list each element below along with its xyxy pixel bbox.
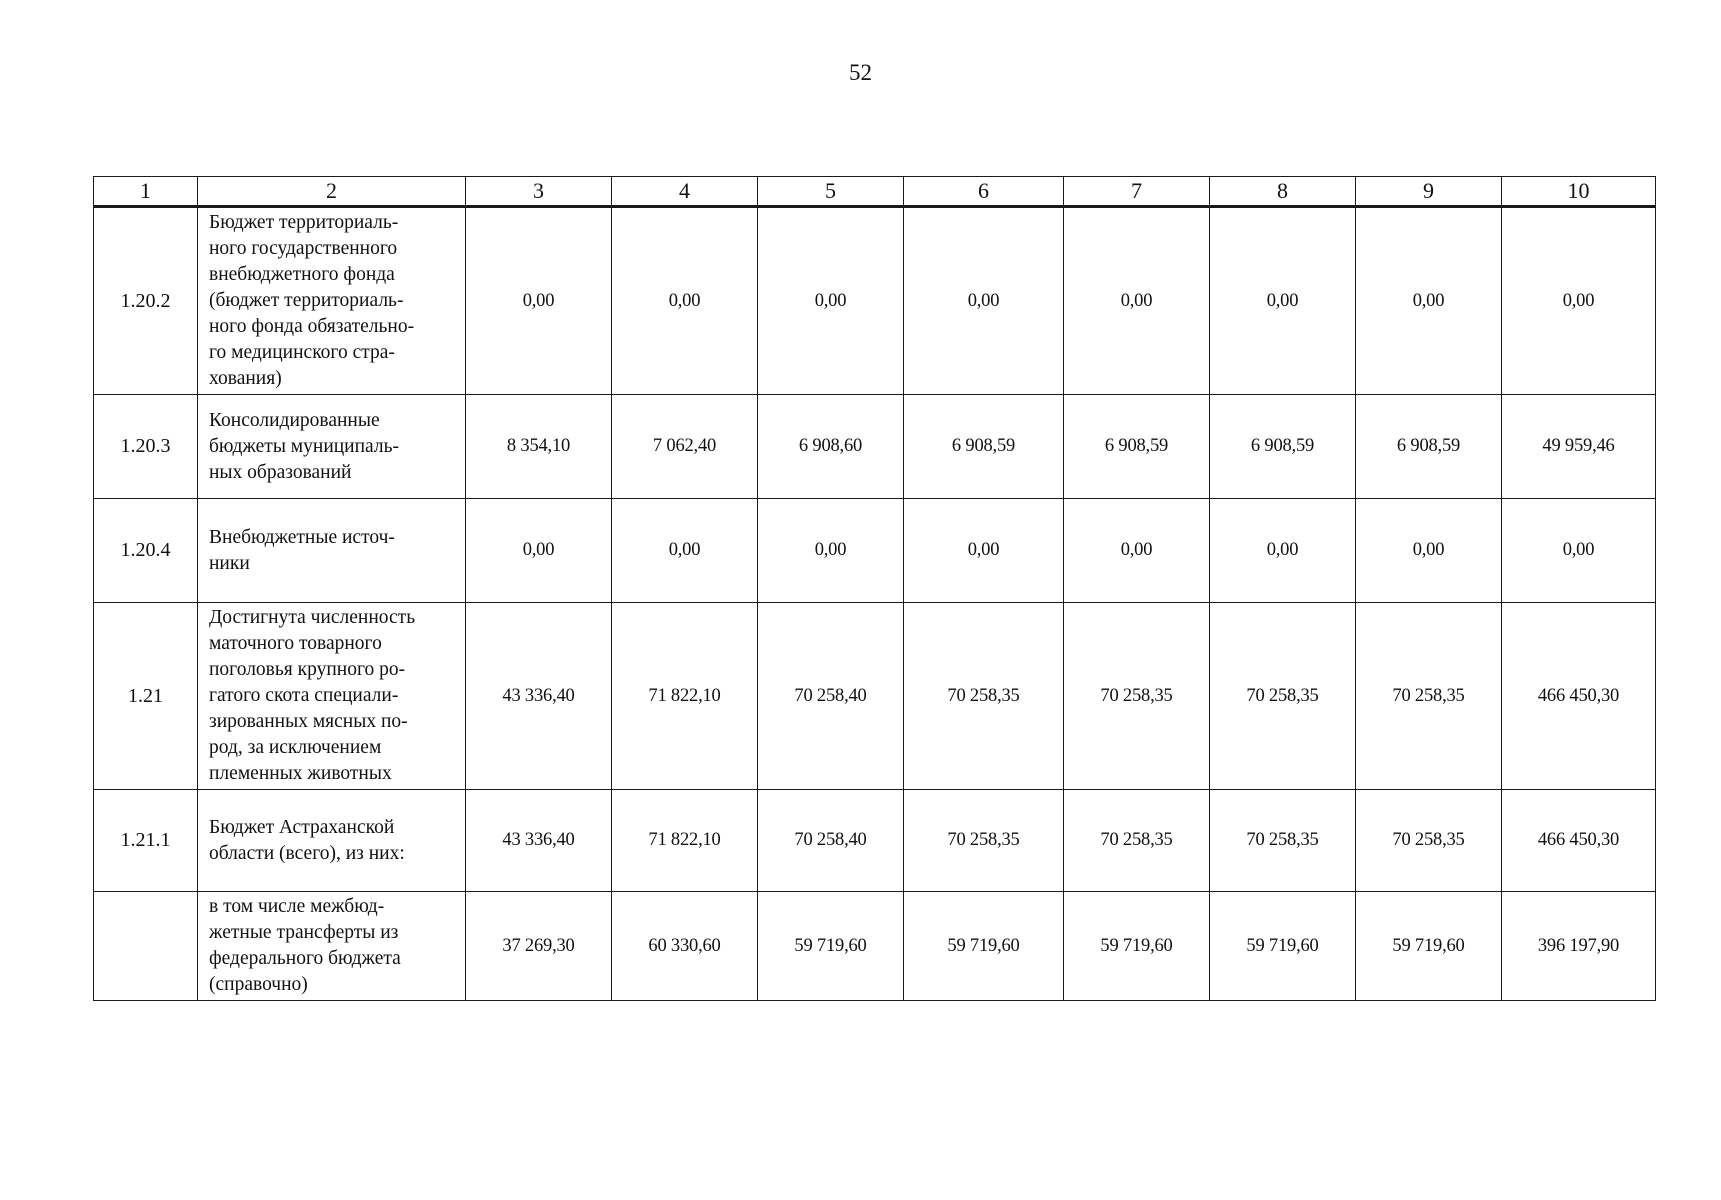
value-cell: 70 258,35: [1210, 790, 1356, 892]
value-cell: 7 062,40: [612, 395, 758, 499]
row-code: 1.21.1: [94, 790, 198, 892]
value-cell: 6 908,59: [904, 395, 1064, 499]
value-cell: 70 258,40: [758, 790, 904, 892]
value-cell: 6 908,59: [1356, 395, 1502, 499]
budget-table: [93, 176, 1656, 1001]
column-header: 2: [198, 177, 466, 207]
value-cell: 6 908,59: [1064, 395, 1210, 499]
value-cell: 49 959,46: [1502, 395, 1656, 499]
table-row: [94, 603, 1656, 790]
table-row: [94, 892, 1656, 1001]
column-header: 3: [466, 177, 612, 207]
value-cell: 8 354,10: [466, 395, 612, 499]
value-cell: 70 258,35: [1356, 790, 1502, 892]
column-header: 10: [1502, 177, 1656, 207]
value-cell: 59 719,60: [904, 892, 1064, 1001]
value-cell: 0,00: [1356, 499, 1502, 603]
row-code: 1.20.4: [94, 499, 198, 603]
value-cell: 59 719,60: [1210, 892, 1356, 1001]
value-cell: 71 822,10: [612, 790, 758, 892]
value-cell: 59 719,60: [1356, 892, 1502, 1001]
value-cell: 0,00: [612, 499, 758, 603]
value-cell: 0,00: [1064, 207, 1210, 395]
value-cell: 0,00: [1356, 207, 1502, 395]
value-cell: 70 258,35: [1064, 603, 1210, 790]
value-cell: 43 336,40: [466, 790, 612, 892]
value-cell: 0,00: [758, 207, 904, 395]
value-cell: 70 258,35: [904, 790, 1064, 892]
value-cell: 466 450,30: [1502, 603, 1656, 790]
table-row: [94, 790, 1656, 892]
column-header: 8: [1210, 177, 1356, 207]
value-cell: 466 450,30: [1502, 790, 1656, 892]
value-cell: 0,00: [1502, 207, 1656, 395]
column-number-row: [94, 177, 1656, 207]
value-cell: 70 258,35: [1210, 603, 1356, 790]
column-header: 4: [612, 177, 758, 207]
row-name: Внебюджетные источ- ники: [198, 499, 466, 603]
column-header: 6: [904, 177, 1064, 207]
row-name: Бюджет Астраханской области (всего), из них:: [198, 790, 466, 892]
value-cell: 0,00: [466, 207, 612, 395]
value-cell: 0,00: [1210, 499, 1356, 603]
page-number: 52: [849, 60, 872, 85]
row-name: Бюджет территориаль- ного государственного внебюджетного фонда (бюджет территориаль- ного фонда обязательно- го медицинского стра- хования): [198, 207, 466, 395]
row-code: 1.20.3: [94, 395, 198, 499]
value-cell: 0,00: [904, 207, 1064, 395]
value-cell: 6 908,60: [758, 395, 904, 499]
value-cell: 0,00: [904, 499, 1064, 603]
value-cell: 59 719,60: [758, 892, 904, 1001]
table-row: [94, 499, 1656, 603]
column-header: 1: [94, 177, 198, 207]
column-header: 7: [1064, 177, 1210, 207]
value-cell: 59 719,60: [1064, 892, 1210, 1001]
value-cell: 37 269,30: [466, 892, 612, 1001]
row-code: [94, 892, 198, 1001]
value-cell: 6 908,59: [1210, 395, 1356, 499]
column-header: 9: [1356, 177, 1502, 207]
value-cell: 60 330,60: [612, 892, 758, 1001]
value-cell: 43 336,40: [466, 603, 612, 790]
value-cell: 70 258,35: [1356, 603, 1502, 790]
value-cell: 70 258,40: [758, 603, 904, 790]
table-row: [94, 395, 1656, 499]
value-cell: 0,00: [612, 207, 758, 395]
value-cell: 0,00: [758, 499, 904, 603]
value-cell: 70 258,35: [1064, 790, 1210, 892]
table-row: [94, 207, 1656, 395]
row-name: Достигнута численность маточного товарного поголовья крупного ро- гатого скота специали- зированных мясных по- род, за исключением племенных животных: [198, 603, 466, 790]
value-cell: 70 258,35: [904, 603, 1064, 790]
row-name: Консолидированные бюджеты муниципаль- ных образований: [198, 395, 466, 499]
column-header: 5: [758, 177, 904, 207]
value-cell: 0,00: [1064, 499, 1210, 603]
value-cell: 0,00: [1502, 499, 1656, 603]
row-name: в том числе межбюд- жетные трансферты из федерального бюджета (справочно): [198, 892, 466, 1001]
value-cell: 71 822,10: [612, 603, 758, 790]
value-cell: 396 197,90: [1502, 892, 1656, 1001]
row-code: 1.20.2: [94, 207, 198, 395]
row-code: 1.21: [94, 603, 198, 790]
value-cell: 0,00: [466, 499, 612, 603]
value-cell: 0,00: [1210, 207, 1356, 395]
